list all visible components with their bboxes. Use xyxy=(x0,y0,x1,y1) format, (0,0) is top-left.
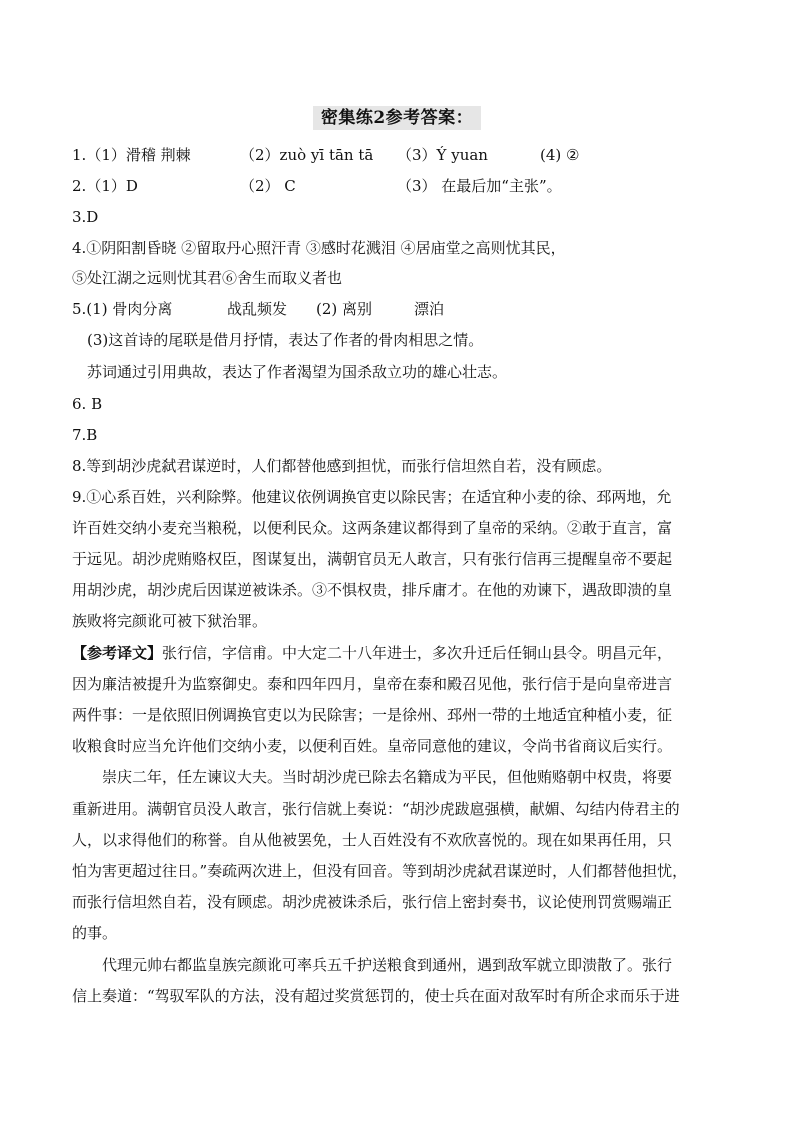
answer-1-num: 1. xyxy=(72,146,87,164)
translation-p1-line-1-text: 张行信，字信甫。中大定二十八年进士，多次升迁后任铜山县令。明昌元年， xyxy=(162,644,673,662)
answer-4-line-2: ⑤处江湖之远则忧其君⑥舍生而取义者也 xyxy=(72,269,343,287)
answer-5-part4: 漂泊 xyxy=(414,300,445,318)
translation-p2-line-6: 的事。 xyxy=(72,924,118,942)
answer-5-line-2: (3)这首诗的尾联是借月抒情，表达了作者的骨肉相思之情。 xyxy=(87,331,484,349)
translation-p1-line-4: 收粮食时应当允许他们交纳小麦，以便利百姓。皇帝同意他的建议，令尚书省商议后实行。 xyxy=(72,737,673,755)
translation-p1-line-1 xyxy=(72,643,722,663)
answer-1-part1: （1）滑稽 荆棘 xyxy=(86,146,191,164)
translation-p1-line-3: 两件事：一是依照旧例调换官吏以为民除害；一是徐州、邳州一带的土地适宜种植小麦，征 xyxy=(72,706,673,724)
answer-1-part2: （2）zuò yī tān tā xyxy=(240,146,374,164)
answer-7: 7.B xyxy=(72,426,98,444)
answer-9-line-2: 许百姓交纳小麦充当粮税，以便利民众。这两条建议都得到了皇帝的采纳。②敢于直言，富 xyxy=(72,519,673,537)
answer-1 xyxy=(72,145,580,165)
translation-p2-line-5: 而张行信坦然自若，没有顾虑。胡沙虎被诛杀后，张行信上密封奏书，议论使刑罚赏赐端正 xyxy=(72,893,673,911)
answer-9-line-1: 9.①心系百姓，兴利除弊。他建议依例调换官吏以除民害；在适宜种小麦的徐、邳两地，允 xyxy=(72,488,672,506)
answer-2-num: 2. xyxy=(72,177,87,195)
translation-label: 【参考译文】 xyxy=(72,644,163,662)
translation-p1-line-2: 因为廉洁被提升为监察御史。泰和四年四月，皇帝在泰和殿召见他，张行信于是向皇帝进言 xyxy=(72,675,673,693)
answer-2-part1: （1）D xyxy=(86,177,138,195)
answer-5-line-1 xyxy=(72,299,445,319)
answer-9-line-5: 族败将完颜讹可被下狱治罪。 xyxy=(72,612,268,630)
answer-9-line-3: 于远见。胡沙虎贿赂权臣，图谋复出，满朝官员无人敢言，只有张行信再三提醒皇帝不要起 xyxy=(72,550,673,568)
answer-2 xyxy=(72,176,562,196)
answer-5-part3: (2) 离别 xyxy=(316,300,373,318)
translation-p3-line-1: 代理元帅右都监皇族完颜讹可率兵五千护送粮食到通州，遇到敌军就立即溃散了。张行 xyxy=(102,956,673,974)
answer-9-line-4: 用胡沙虎，胡沙虎后因谋逆被诛杀。③不惧权贵，排斥庸才。在他的劝谏下，遇敌即溃的皇 xyxy=(72,581,673,599)
answer-5-part2: 战乱频发 xyxy=(227,300,288,318)
answer-6: 6. B xyxy=(72,395,103,413)
answer-1-part3: （3）Ý yuan xyxy=(397,146,488,164)
page-title: 密集练2参考答案： xyxy=(313,106,481,130)
answer-5-part1: 5.(1) 骨肉分离 xyxy=(72,300,173,318)
translation-p2-line-3: 人，以求得他们的称誉。自从他被罢免，士人百姓没有不欢欣喜悦的。现在如果再任用，只 xyxy=(72,831,673,849)
title-container xyxy=(0,106,794,130)
answer-2-part2: （2） C xyxy=(240,177,296,195)
translation-p2-line-4: 怕为害更超过往日。”奏疏两次进上，但没有回音。等到胡沙虎弑君谋逆时，人们都替他担忧， xyxy=(72,862,688,880)
translation-p2-line-2: 重新进用。满朝官员没人敢言，张行信就上奏说：“胡沙虎跋扈强横，献媚、勾结内侍君主的 xyxy=(72,800,680,818)
answer-1-part4: (4) ② xyxy=(540,146,580,164)
answer-2-part3: （3） 在最后加“主张”。 xyxy=(397,177,562,195)
translation-p2-line-1: 崇庆二年，任左谏议大夫。当时胡沙虎已除去名籍成为平民，但他贿赂朝中权贵，将要 xyxy=(102,768,673,786)
answer-4-line-1: 4.①阴阳割昏晓 ②留取丹心照汗青 ③感时花溅泪 ④居庙堂之高则忧其民， xyxy=(72,239,566,257)
answer-3: 3.D xyxy=(72,208,99,226)
translation-p3-line-2: 信上奏道：“驾驭军队的方法，没有超过奖赏惩罚的，使士兵在面对敌军时有所企求而乐于进 xyxy=(72,987,680,1005)
answer-8: 8.等到胡沙虎弑君谋逆时，人们都替他感到担忧，而张行信坦然自若，没有顾虑。 xyxy=(72,457,612,475)
answer-5-line-3: 苏词通过引用典故，表达了作者渴望为国杀敌立功的雄心壮志。 xyxy=(87,363,508,381)
